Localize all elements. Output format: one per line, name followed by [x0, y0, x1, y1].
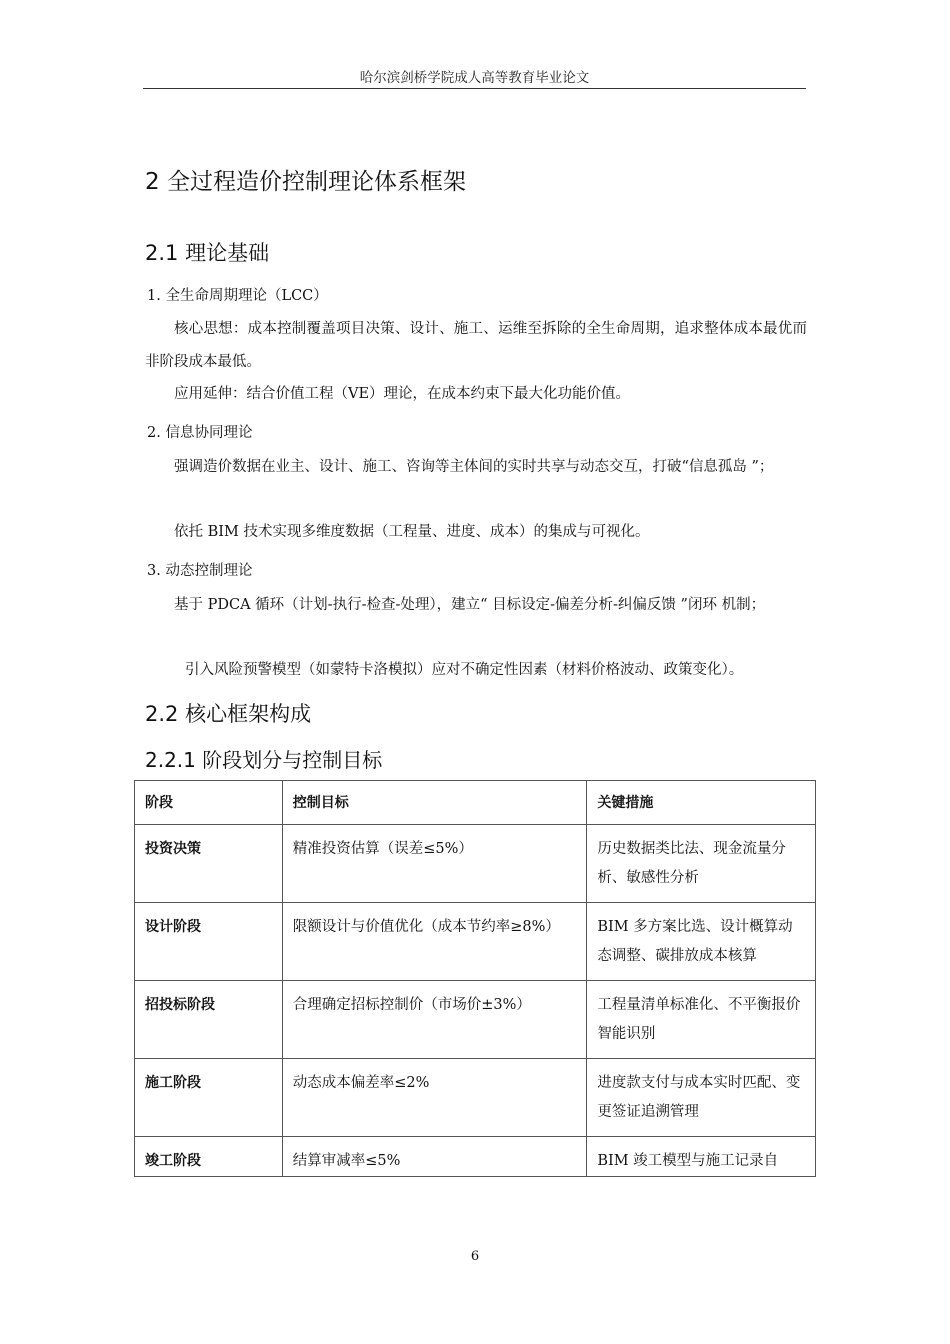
table-cell-target: 限额设计与价值优化（成本节约率≥8%）: [282, 903, 587, 981]
table-cell-measures: BIM 多方案比选、设计概算动态调整、碳排放成本核算: [587, 903, 816, 981]
table-cell-target: 精准投资估算（误差≤5%）: [282, 825, 587, 903]
table-row: [135, 1059, 816, 1137]
table-cell-target: 动态成本偏差率≤2%: [282, 1059, 587, 1137]
column-header-control-target: 控制目标: [282, 781, 587, 825]
section-title-2-2: 2.2 核心框架构成: [145, 702, 312, 726]
table-cell-stage: 设计阶段: [135, 903, 283, 981]
table-cell-measures: 历史数据类比法、现金流量分析、敏感性分析: [587, 825, 816, 903]
table-row: [135, 1137, 816, 1177]
page-header: 哈尔滨剑桥学院成人高等教育毕业论文: [359, 70, 590, 86]
table-cell-stage: 投资决策: [135, 825, 283, 903]
stage-control-table: [134, 780, 816, 1177]
table-cell-stage: 竣工阶段: [135, 1137, 283, 1177]
paragraph-bim-integration: 依托 BIM 技术实现多维度数据（工程量、进度、成本）的集成与可视化。: [174, 524, 650, 540]
paragraph-info-sharing: 强调造价数据在业主、设计、施工、咨询等主体间的实时共享与动态交互，打破“信息孤岛 ”；: [174, 459, 774, 475]
table-cell-measures: 工程量清单标准化、不平衡报价智能识别: [587, 981, 816, 1059]
paragraph-pdca: 基于 PDCA 循环（计划-执行-检查-处理），建立“ 目标设定-偏差分析-纠偏反馈 ”闭环 机制；: [174, 597, 766, 613]
section-title-2-1: 2.1 理论基础: [145, 241, 270, 265]
column-header-stage: 阶段: [135, 781, 283, 825]
table-row: [135, 825, 816, 903]
table-header-row: [135, 781, 816, 825]
chapter-title: 2 全过程造价控制理论体系框架: [145, 169, 466, 195]
paragraph-lcc-extension: 应用延伸：结合价值工程（VE）理论，在成本约束下最大化功能价值。: [174, 386, 631, 402]
table-cell-stage: 施工阶段: [135, 1059, 283, 1137]
item-title-dynamic-control: 3. 动态控制理论: [147, 563, 253, 579]
page-number: 6: [470, 1249, 480, 1264]
subsection-title-2-2-1: 2.2.1 阶段划分与控制目标: [145, 748, 383, 772]
paragraph-risk-warning: 引入风险预警模型（如蒙特卡洛模拟）应对不确定性因素（材料价格波动、政策变化）。: [185, 662, 744, 678]
item-title-lcc: 1. 全生命周期理论（LCC）: [147, 288, 328, 304]
table-row: [135, 903, 816, 981]
item-title-info-collab: 2. 信息协同理论: [147, 425, 253, 441]
header-rule: [143, 88, 806, 89]
column-header-key-measures: 关键措施: [587, 781, 816, 825]
paragraph-lcc-core: 核心思想：成本控制覆盖项目决策、设计、施工、运维至拆除的全生命周期，追求整体成本最优而非阶段成本最低。: [145, 321, 807, 370]
table-row: [135, 981, 816, 1059]
table-cell-target: 合理确定招标控制价（市场价±3%）: [282, 981, 587, 1059]
table-cell-stage: 招投标阶段: [135, 981, 283, 1059]
table-cell-target: 结算审减率≤5%: [282, 1137, 587, 1177]
table-cell-measures: BIM 竣工模型与施工记录自: [587, 1137, 816, 1177]
table-cell-measures: 进度款支付与成本实时匹配、变更签证追溯管理: [587, 1059, 816, 1137]
